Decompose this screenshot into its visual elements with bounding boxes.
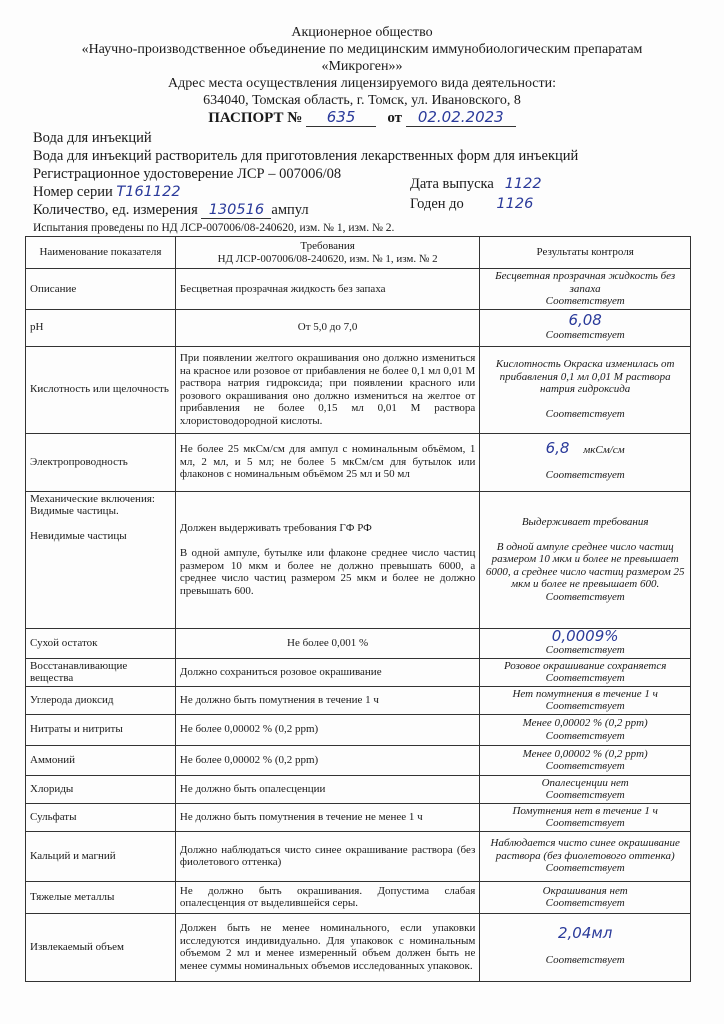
verdict: Соответствует: [545, 328, 625, 341]
result-text: Помутнения нет в течение 1 ч: [512, 804, 658, 817]
param-name: Описание: [26, 269, 176, 310]
cell-text: В одной ампуле, бутылке или флаконе среднее число частиц размером 10 мкм и более не должно превышать 6000, а среднее число частиц размером 25 мкм и более не должно превышать 600.: [179, 547, 476, 597]
requirement: От 5,0 до 7,0: [175, 309, 479, 346]
requirement: Не более 0,00002 % (0,2 ppm): [175, 745, 479, 775]
result-text: Окрашивания нет: [542, 884, 628, 897]
result: [480, 269, 691, 310]
table-row: [26, 491, 691, 628]
table-row: [26, 309, 691, 346]
expiry-row: [410, 196, 533, 213]
verdict: Соответствует: [545, 700, 625, 712]
header-req-title: Требования: [300, 240, 355, 252]
verdict: Соответствует: [545, 672, 625, 684]
requirement: Не должно быть помутнения в течение 1 ч: [175, 686, 479, 714]
release-label: Дата выпуска: [410, 176, 494, 192]
result: [480, 831, 691, 881]
param-name: Кислотность или щелочность: [26, 346, 176, 433]
quantity-row: [33, 202, 309, 219]
result-text: Опалесценции нет: [541, 776, 629, 789]
result-text: Бесцветная прозрачная жидкость без запаха: [495, 270, 676, 295]
verdict: Соответствует: [545, 954, 625, 967]
passport-title: [0, 109, 724, 127]
quantity-unit: ампул: [271, 202, 309, 218]
result: [480, 714, 691, 745]
verdict: Соответствует: [545, 789, 625, 801]
passport-date: 02.02.2023: [406, 109, 516, 127]
table-row: [26, 803, 691, 831]
result-text: Нет помутнения в течение 1 ч: [512, 687, 658, 700]
product-description: Вода для инъекций растворитель для приготовления лекарственных форм для инъекций: [33, 148, 579, 164]
quantity-value: 130516: [201, 202, 271, 219]
passport-label: ПАСПОРТ №: [208, 110, 303, 126]
requirement: Не более 0,00002 % (0,2 ppm): [175, 714, 479, 745]
result-text: Розовое окрашивание сохраняется: [503, 659, 667, 672]
handwritten-value: 6,08: [568, 311, 602, 329]
results-table: [25, 236, 691, 982]
release-row: [410, 176, 542, 193]
result: [480, 745, 691, 775]
result: [480, 628, 691, 658]
table-row: [26, 745, 691, 775]
requirement: [175, 491, 479, 628]
cell-text: В одной ампуле среднее число частиц размером 10 мкм и более не превышает 6000, а среднее число частиц размером 25 мкм и более не превышает 600.: [485, 540, 685, 591]
verdict: Соответствует: [545, 760, 625, 772]
table-row: [26, 714, 691, 745]
product-name: Вода для инъекций: [33, 130, 152, 146]
handwritten-value: 6,8: [545, 439, 570, 458]
verdict: Соответствует: [545, 469, 625, 482]
requirement: Должен быть не менее номинального, если упаковки исследуются индивидуально. Для упаковок с номинальным объемом 2 мл и менее измеренный объем должен быть не менее суммы номинальных объемов исследованных упаковок.: [175, 913, 479, 981]
requirement: Не должно быть окрашивания. Допустима слабая опалесценция от выделившейся серы.: [175, 881, 479, 913]
requirement: Не должно быть помутнения в течение не менее 1 ч: [175, 803, 479, 831]
expiry-label: Годен до: [410, 196, 464, 212]
handwritten-value: 0,0009%: [551, 626, 619, 645]
table-row: [26, 881, 691, 913]
result-text: Кислотность Окраска изменилась от прибавления 0,1 мл 0,01 М раствора натрия гидроксида: [495, 358, 675, 396]
param-name: Тяжелые металлы: [26, 881, 176, 913]
cell-text: Должен выдерживать требования ГФ РФ: [179, 522, 372, 534]
result-text: Наблюдается чисто синее окрашивание раствора (без фиолетового оттенка): [490, 837, 680, 862]
result: [480, 309, 691, 346]
result: [480, 491, 691, 628]
result: [480, 346, 691, 433]
table-row: [26, 913, 691, 981]
handwritten-value: 2,04мл: [558, 924, 613, 943]
requirement: Должно сохраниться розовое окрашивание: [175, 658, 479, 686]
result-text: Менее 0,00002 % (0,2 ppm): [522, 747, 648, 760]
param-name: pH: [26, 309, 176, 346]
release-value: 1122: [504, 176, 542, 192]
table-row: [26, 658, 691, 686]
org-line: «Научно-производственное объединение по медицинским иммунобиологическим препаратам: [81, 42, 643, 57]
series-value: Т161122: [116, 184, 181, 200]
address-line: Адрес места осуществления лицензируемого вида деятельности:: [167, 76, 557, 91]
table-row: [26, 628, 691, 658]
verdict: Соответствует: [545, 897, 625, 909]
header-name: Наименование показателя: [26, 237, 176, 269]
header-requirements: [175, 237, 479, 269]
verdict: Соответствует: [545, 295, 625, 307]
result: [480, 881, 691, 913]
tests-note: Испытания проведены по НД ЛСР-007006/08-240620, изм. № 1, изм. № 2.: [33, 222, 395, 234]
verdict: Соответствует: [545, 408, 625, 421]
param-name: Кальций и магний: [26, 831, 176, 881]
header-req-doc: НД ЛСР-007006/08-240620, изм. № 1, изм. № 2: [217, 252, 438, 265]
expiry-value: 1126: [496, 196, 534, 212]
requirement: При появлении желтого окрашивания оно должно измениться на красное или розовое от прибавления не более 0,1 мл 0,01 М раствора натрия гидроксида; при появлении красного или розового окрашивания оно должно измениться на желтое от прибавления не более 0,15 мл 0,01 М раствора хлористоводородной кислоты.: [175, 346, 479, 433]
passport-number: 635: [306, 109, 376, 127]
requirement: Не более 0,001 %: [175, 628, 479, 658]
header-results: Результаты контроля: [480, 237, 691, 269]
param-name: Извлекаемый объем: [26, 913, 176, 981]
quantity-label: Количество, ед. измерения: [33, 202, 198, 218]
table-row: [26, 775, 691, 803]
param-name: Электропроводность: [26, 433, 176, 491]
table-row: [26, 831, 691, 881]
result: [480, 686, 691, 714]
cell-text: Соответствует: [545, 590, 625, 603]
param-name: [26, 491, 176, 628]
result-text: мкСм/см: [583, 444, 625, 457]
table-row: [26, 433, 691, 491]
param-name: Сульфаты: [26, 803, 176, 831]
param-name: Сухой остаток: [26, 628, 176, 658]
cell-text: Механические включения: Видимые частицы.: [30, 492, 155, 517]
param-name: Нитраты и нитриты: [26, 714, 176, 745]
org-line: Акционерное общество: [291, 25, 433, 40]
table-row: [26, 686, 691, 714]
table-row: [26, 346, 691, 433]
result: [480, 433, 691, 491]
param-name: Аммоний: [26, 745, 176, 775]
registration: Регистрационное удостоверение ЛСР – 007006/08: [33, 166, 342, 182]
param-name: Восстанавливающие вещества: [26, 658, 176, 686]
series-label: Номер серии: [33, 184, 113, 200]
verdict: Соответствует: [545, 817, 625, 829]
table-header: [26, 237, 691, 269]
requirement: Не должно быть опалесценции: [175, 775, 479, 803]
param-name: Хлориды: [26, 775, 176, 803]
requirement: Бесцветная прозрачная жидкость без запаха: [175, 269, 479, 310]
result: [480, 803, 691, 831]
requirement: Должно наблюдаться чисто синее окрашивание раствора (без фиолетового оттенка): [175, 831, 479, 881]
requirement: Не более 25 мкСм/см для ампул с номинальным объёмом, 1 мл, 2 мл, и 5 мл; не более 5 мкСм/см для бутылок или флаконов с номинальным объёмом 25 мл и 50 мл: [175, 433, 479, 491]
result: [480, 775, 691, 803]
cell-text: Невидимые частицы: [30, 530, 127, 542]
result: [480, 913, 691, 981]
result-text: Менее 0,00002 % (0,2 ppm): [522, 717, 648, 729]
table-row: [26, 269, 691, 310]
param-name: Углерода диоксид: [26, 686, 176, 714]
verdict: Соответствует: [545, 644, 625, 656]
org-line: «Микроген»»: [321, 59, 403, 74]
series-row: [33, 184, 181, 201]
verdict: Соответствует: [545, 729, 625, 742]
address-line: 634040, Томская область, г. Томск, ул. Ивановского, 8: [203, 93, 521, 108]
result: [480, 658, 691, 686]
date-label: от: [387, 110, 403, 126]
verdict: Соответствует: [545, 862, 625, 875]
cell-text: Выдерживает требования: [521, 515, 649, 528]
